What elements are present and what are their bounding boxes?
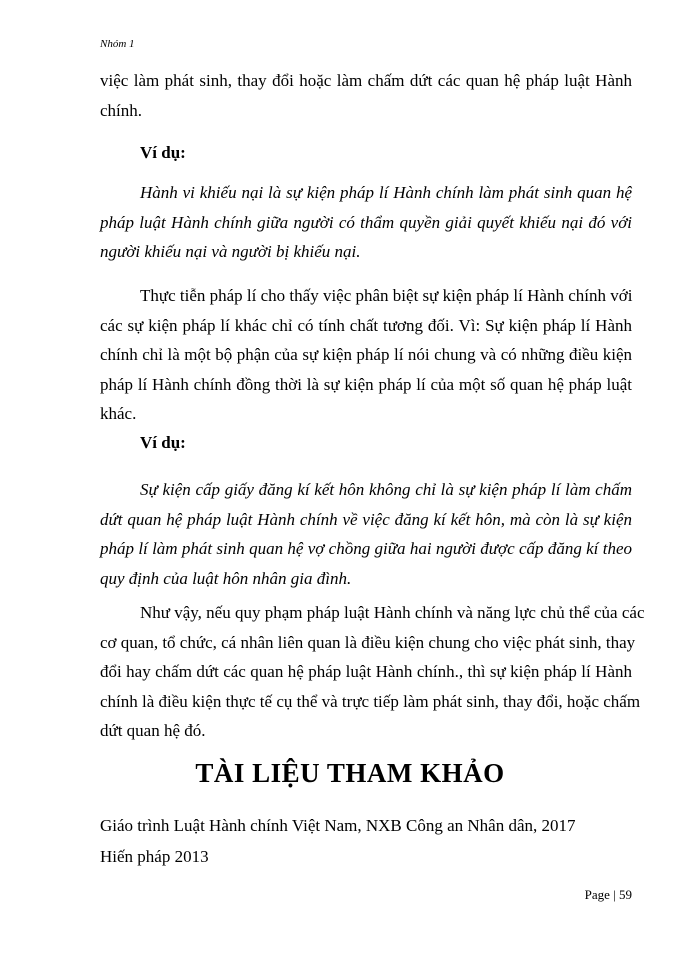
- text-line: Hành vi khiếu nại là sự kiện pháp lí Hành chính làm phát sinh quan hệ: [140, 183, 632, 202]
- example2-paragraph: [100, 475, 632, 593]
- text-line: người khiếu nại và người bị khiếu nại.: [100, 242, 361, 261]
- example1-paragraph: [100, 178, 632, 267]
- text-line: Sự kiện cấp giấy đăng kí kết hôn không chỉ là sự kiện pháp lí làm chấm: [140, 480, 632, 499]
- reference-item: Hiến pháp 2013: [100, 847, 209, 866]
- example-label: Ví dụ:: [140, 433, 186, 452]
- text-line: Thực tiễn pháp lí cho thấy việc phân biệt sự kiện pháp lí Hành chính với: [140, 286, 633, 305]
- page-number: Page | 59: [584, 887, 632, 902]
- references-heading: TÀI LIỆU THAM KHẢO: [195, 758, 505, 788]
- text-line: việc làm phát sinh, thay đổi hoặc làm chấm dứt các quan hệ pháp luật Hành: [100, 71, 632, 90]
- text-line: pháp lí làm phát sinh quan hệ vợ chồng giữa hai người được cấp đăng kí theo: [100, 539, 632, 558]
- text-line: pháp lí Hành chính đồng thời là sự kiện pháp lí của một số quan hệ pháp luật: [100, 374, 632, 394]
- text-line: quy định của luật hôn nhân gia đình.: [100, 568, 352, 588]
- text-line: pháp luật Hành chính giữa người có thẩm quyền giải quyết khiếu nại đó với: [100, 212, 632, 232]
- text-line: các sự kiện pháp lí khác chỉ có tính chất tương đối. Vì: Sự kiện pháp lí Hành: [100, 315, 632, 335]
- text-line: chính là điều kiện thực tế cụ thể và trực tiếp làm phát sinh, thay đổi, hoặc chấm: [100, 691, 641, 711]
- text-line: cơ quan, tổ chức, cá nhân liên quan là điều kiện chung cho việc phát sinh, thay: [100, 632, 636, 652]
- text-line: chính chỉ là một bộ phận của sự kiện pháp lí nói chung và có những điều kiện: [100, 345, 632, 364]
- text-line: Như vậy, nếu quy phạm pháp luật Hành chính và năng lực chủ thể của các: [140, 603, 645, 622]
- intro-paragraph: [100, 66, 632, 125]
- text-line: dứt quan hệ pháp luật Hành chính về việc đăng kí kết hôn, mà còn là sự kiện: [100, 509, 632, 529]
- text-line: dứt quan hệ đó.: [100, 721, 206, 740]
- reference-item: Giáo trình Luật Hành chính Việt Nam, NXB Công an Nhân dân, 2017: [100, 816, 576, 835]
- conclusion-paragraph: [100, 598, 645, 746]
- text-line: chính.: [100, 100, 143, 120]
- text-line: đổi hay chấm dứt các quan hệ pháp luật Hành chính., thì sự kiện pháp lí Hành: [100, 662, 632, 681]
- page-header: Nhóm 1: [100, 38, 135, 50]
- practice-paragraph: [100, 281, 632, 429]
- example-label: Ví dụ:: [140, 143, 186, 162]
- text-line: khác.: [100, 404, 137, 423]
